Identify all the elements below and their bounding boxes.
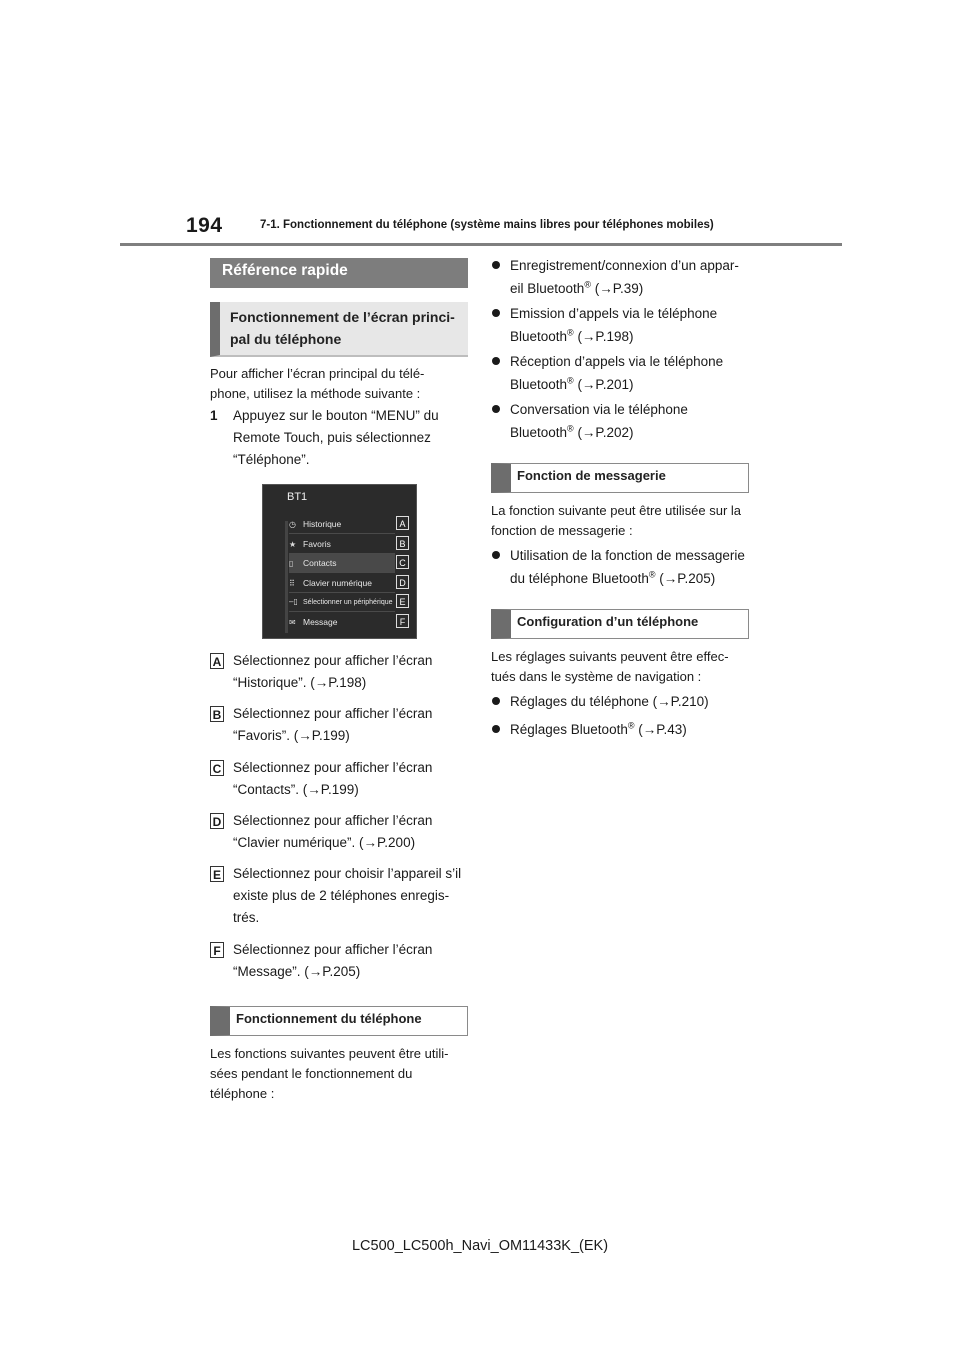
row-label: Historique (303, 519, 342, 529)
bullet-phone-settings: Réglages du téléphone (→P.210) (510, 690, 760, 713)
screen-row-contacts[interactable] (289, 554, 395, 573)
callout-f: F (396, 614, 409, 628)
callout-c: C (396, 555, 409, 569)
item-tag-f: F (210, 942, 224, 958)
step-line1: Appuyez sur le bouton “MENU” du (233, 408, 439, 423)
item-b: Sélectionnez pour afficher l’écran “Favoris”. (→P.199) (233, 706, 433, 743)
subsection-title (210, 302, 468, 357)
intro-text (210, 364, 470, 404)
bullet-dot (492, 309, 500, 317)
footer-code: LC500_LC500h_Navi_OM11433K_(EK) (351, 1238, 609, 1254)
item-tag-a: A (210, 653, 224, 669)
step-number: 1 (210, 408, 218, 423)
box-title-phone-operation: Fonctionnement du téléphone (210, 1006, 468, 1036)
callout-d: D (396, 575, 409, 589)
history-icon: ◷ (289, 520, 296, 529)
intro-line2: phone, utilisez la méthode suivante : (210, 386, 421, 401)
row-label: Clavier numérique (303, 578, 372, 588)
item-e: Sélectionnez pour choisir l’appareil s’il existe plus de 2 téléphones enregis- trés. (233, 866, 462, 925)
step-line2: Remote Touch, puis sélectionnez (233, 430, 431, 445)
screen-row-peripherique[interactable] (289, 593, 395, 612)
bullet-dot (492, 405, 500, 413)
configuration-text: Les réglages suivants peuvent être effec- tués dans le système de navigation : (491, 649, 729, 684)
item-a: Sélectionnez pour afficher l’écran “Historique”. (→P.198) (233, 653, 433, 690)
bullet-reception: Réception d’appels via le téléphone Bluetooth® (→P.201) (510, 350, 760, 396)
box-text: Les fonctions suivantes peuvent être utili- sées pendant le fonctionnement du téléphone : (210, 1046, 449, 1101)
step-text (233, 405, 473, 471)
item-tag-d: D (210, 813, 224, 829)
screen-row-favoris[interactable] (289, 535, 395, 554)
bullet-dot (492, 551, 500, 559)
page-number: 194 (186, 214, 223, 237)
screen-row-historique[interactable] (289, 515, 395, 534)
keypad-icon: ⠿ (289, 579, 295, 588)
callout-e: E (396, 594, 409, 608)
section-title: Référence rapide (210, 258, 468, 288)
screen-scroll-track (285, 521, 288, 633)
step-line3: “Téléphone”. (233, 452, 310, 467)
intro-line1: Pour afficher l’écran principal du télé- (210, 366, 425, 381)
bullet-messaging: Utilisation de la fonction de messagerie du téléphone Bluetooth® (→P.205) (510, 544, 760, 590)
box-title-messaging: Fonction de messagerie (491, 463, 749, 493)
chapter-title: 7-1. Fonctionnement du téléphone (système mains libres pour téléphones mobiles) (260, 219, 714, 231)
bullet-emission: Emission d’appels via le téléphone Bluetooth® (→P.198) (510, 302, 760, 348)
item-d: Sélectionnez pour afficher l’écran “Clavier numérique”. (→P.200) (233, 813, 433, 850)
bullet-dot (492, 725, 500, 733)
row-label: Favoris (303, 539, 331, 549)
item-tag-e: E (210, 866, 224, 882)
callout-a: A (396, 516, 409, 530)
contacts-icon: ▯ (289, 559, 294, 568)
item-tag-b: B (210, 706, 224, 722)
screen-title: BT1 (287, 491, 308, 503)
bullet-dot (492, 357, 500, 365)
bullet-dot (492, 261, 500, 269)
bullet-bluetooth-settings: Réglages Bluetooth® (→P.43) (510, 718, 760, 741)
screen-row-clavier[interactable] (289, 574, 395, 593)
row-label: Message (303, 617, 338, 627)
header-rule (120, 243, 842, 246)
row-label: Sélectionner un périphérique (303, 599, 393, 606)
phone-main-screen-screenshot (262, 484, 417, 639)
bullet-dot (492, 697, 500, 705)
item-c: Sélectionnez pour afficher l’écran “Contacts”. (→P.199) (233, 760, 433, 797)
box-title-configuration: Configuration d’un téléphone (491, 609, 749, 639)
item-tag-c: C (210, 760, 224, 776)
message-icon: ✉ (289, 618, 296, 627)
screen-row-message[interactable] (289, 613, 395, 631)
device-select-icon: –▯ (289, 597, 298, 606)
star-icon: ★ (289, 540, 297, 549)
bullet-conversation: Conversation via le téléphone Bluetooth® (→P.202) (510, 398, 760, 444)
item-f: Sélectionnez pour afficher l’écran “Message”. (→P.205) (233, 942, 433, 979)
messaging-text: La fonction suivante peut être utilisée sur la fonction de messagerie : (491, 503, 742, 538)
callout-b: B (396, 536, 409, 550)
row-label: Contacts (303, 558, 337, 568)
subsection-title-line1: Fonctionnement de l’écran princi- (230, 309, 455, 325)
bullet-registration: Enregistrement/connexion d’un appar- eil Bluetooth® (→P.39) (510, 254, 760, 300)
subsection-title-line2: pal du téléphone (230, 331, 342, 347)
